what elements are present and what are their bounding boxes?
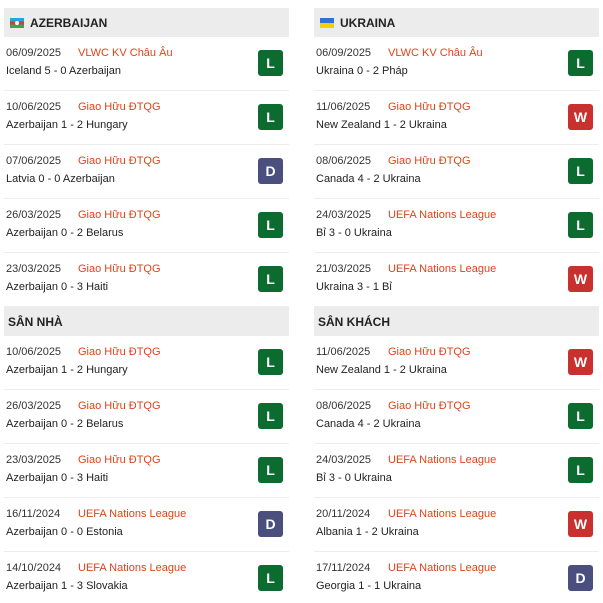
- match-row[interactable]: [314, 145, 599, 199]
- match-score: Albania 1 - 2 Ukraina: [316, 526, 419, 538]
- match-date: 10/06/2025: [6, 346, 62, 358]
- match-score: Bỉ 3 - 0 Ukraina: [316, 227, 392, 239]
- azerbaijan-flag-icon: [10, 18, 24, 28]
- competition-link[interactable]: Giao Hữu ĐTQG: [388, 400, 471, 412]
- competition-link[interactable]: UEFA Nations League: [388, 263, 497, 275]
- match-row[interactable]: [314, 336, 599, 390]
- result-badge: D: [258, 511, 283, 537]
- match-row[interactable]: [4, 390, 289, 444]
- result-badge: L: [258, 266, 283, 292]
- match-date: 26/03/2025: [6, 400, 62, 412]
- match-date: 21/03/2025: [316, 263, 372, 275]
- section-title: SÂN NHÀ: [8, 314, 63, 329]
- match-row[interactable]: [314, 390, 599, 444]
- match-date: 06/09/2025: [316, 47, 372, 59]
- competition-link[interactable]: Giao Hữu ĐTQG: [78, 400, 161, 412]
- match-date: 08/06/2025: [316, 155, 372, 167]
- match-score: New Zealand 1 - 2 Ukraina: [316, 119, 447, 131]
- match-score: Azerbaijan 1 - 2 Hungary: [6, 119, 128, 131]
- result-badge: L: [258, 565, 283, 591]
- result-badge: L: [258, 457, 283, 483]
- match-row[interactable]: [314, 552, 599, 603]
- team-title: UKRAINA: [340, 15, 396, 30]
- match-date: 23/03/2025: [6, 454, 62, 466]
- result-badge: L: [568, 158, 593, 184]
- match-row[interactable]: [4, 336, 289, 390]
- competition-link[interactable]: UEFA Nations League: [78, 508, 187, 520]
- match-date: 14/10/2024: [6, 562, 62, 574]
- result-badge: L: [568, 50, 593, 76]
- competition-link[interactable]: Giao Hữu ĐTQG: [388, 101, 471, 113]
- match-score: Bỉ 3 - 0 Ukraina: [316, 472, 392, 484]
- match-row[interactable]: [4, 199, 289, 253]
- match-score: Georgia 1 - 1 Ukraina: [316, 580, 422, 592]
- competition-link[interactable]: Giao Hữu ĐTQG: [78, 209, 161, 221]
- competition-link[interactable]: VLWC KV Châu Âu: [388, 47, 483, 59]
- ukraine-flag-icon: [320, 18, 334, 28]
- match-score: Canada 4 - 2 Ukraina: [316, 173, 421, 185]
- team-title: AZERBAIJAN: [30, 15, 108, 30]
- match-row[interactable]: [4, 444, 289, 498]
- section-header-away: [314, 307, 599, 336]
- match-score: Azerbaijan 1 - 3 Slovakia: [6, 580, 128, 592]
- match-score: Ukraina 3 - 1 Bỉ: [316, 281, 392, 293]
- team-header-azerbaijan: [4, 8, 289, 37]
- result-badge: L: [258, 50, 283, 76]
- match-score: Ukraina 0 - 2 Pháp: [316, 65, 408, 77]
- match-date: 11/06/2025: [316, 101, 371, 113]
- match-row[interactable]: [314, 444, 599, 498]
- competition-link[interactable]: Giao Hữu ĐTQG: [78, 454, 161, 466]
- result-badge: L: [568, 457, 593, 483]
- result-badge: D: [258, 158, 283, 184]
- away-matches-list: [314, 336, 599, 603]
- competition-link[interactable]: Giao Hữu ĐTQG: [78, 155, 161, 167]
- match-score: Iceland 5 - 0 Azerbaijan: [6, 65, 121, 77]
- result-badge: W: [568, 104, 593, 130]
- match-score: New Zealand 1 - 2 Ukraina: [316, 364, 447, 376]
- result-badge: L: [258, 403, 283, 429]
- match-row[interactable]: [314, 498, 599, 552]
- match-date: 24/03/2025: [316, 454, 372, 466]
- competition-link[interactable]: UEFA Nations League: [388, 562, 497, 574]
- ukraine-column: [314, 8, 599, 603]
- result-badge: L: [568, 403, 593, 429]
- home-matches-list: [4, 336, 289, 603]
- competition-link[interactable]: Giao Hữu ĐTQG: [388, 346, 471, 358]
- competition-link[interactable]: Giao Hữu ĐTQG: [78, 263, 161, 275]
- match-date: 08/06/2025: [316, 400, 372, 412]
- match-score: Latvia 0 - 0 Azerbaijan: [6, 173, 115, 185]
- result-badge: W: [568, 349, 593, 375]
- competition-link[interactable]: UEFA Nations League: [388, 209, 497, 221]
- match-row[interactable]: [4, 37, 289, 91]
- match-row[interactable]: [4, 91, 289, 145]
- match-date: 24/03/2025: [316, 209, 372, 221]
- result-badge: L: [258, 212, 283, 238]
- match-score: Azerbaijan 0 - 3 Haiti: [6, 281, 109, 293]
- match-score: Canada 4 - 2 Ukraina: [316, 418, 421, 430]
- result-badge: W: [568, 266, 593, 292]
- result-badge: W: [568, 511, 593, 537]
- match-row[interactable]: [4, 253, 289, 307]
- recent-matches-list: [4, 37, 289, 307]
- match-score: Azerbaijan 0 - 3 Haiti: [6, 472, 109, 484]
- match-row[interactable]: [314, 253, 599, 307]
- match-score: Azerbaijan 0 - 2 Belarus: [6, 418, 124, 430]
- match-date: 26/03/2025: [6, 209, 62, 221]
- section-header-home: [4, 307, 289, 336]
- match-score: Azerbaijan 0 - 0 Estonia: [6, 526, 123, 538]
- result-badge: L: [258, 349, 283, 375]
- match-date: 16/11/2024: [6, 508, 61, 520]
- match-date: 07/06/2025: [6, 155, 62, 167]
- competition-link[interactable]: VLWC KV Châu Âu: [78, 47, 173, 59]
- competition-link[interactable]: Giao Hữu ĐTQG: [388, 155, 471, 167]
- result-badge: L: [258, 104, 283, 130]
- match-row[interactable]: [4, 552, 289, 603]
- match-score: Azerbaijan 1 - 2 Hungary: [6, 364, 128, 376]
- team-header-ukraine: [314, 8, 599, 37]
- competition-link[interactable]: UEFA Nations League: [78, 562, 187, 574]
- match-score: Azerbaijan 0 - 2 Belarus: [6, 227, 124, 239]
- competition-link[interactable]: UEFA Nations League: [388, 454, 497, 466]
- result-badge: L: [568, 212, 593, 238]
- match-row[interactable]: [314, 91, 599, 145]
- match-row[interactable]: [314, 37, 599, 91]
- match-date: 23/03/2025: [6, 263, 62, 275]
- match-date: 10/06/2025: [6, 101, 62, 113]
- match-row[interactable]: [4, 145, 289, 199]
- match-date: 11/06/2025: [316, 346, 371, 358]
- result-badge: D: [568, 565, 593, 591]
- competition-link[interactable]: UEFA Nations League: [388, 508, 497, 520]
- competition-link[interactable]: Giao Hữu ĐTQG: [78, 101, 161, 113]
- match-date: 06/09/2025: [6, 47, 62, 59]
- section-title: SÂN KHÁCH: [318, 314, 390, 329]
- match-row[interactable]: [314, 199, 599, 253]
- match-row[interactable]: [4, 498, 289, 552]
- azerbaijan-column: [4, 8, 289, 603]
- match-date: 20/11/2024: [316, 508, 371, 520]
- match-date: 17/11/2024: [316, 562, 371, 574]
- recent-matches-list: [314, 37, 599, 307]
- competition-link[interactable]: Giao Hữu ĐTQG: [78, 346, 161, 358]
